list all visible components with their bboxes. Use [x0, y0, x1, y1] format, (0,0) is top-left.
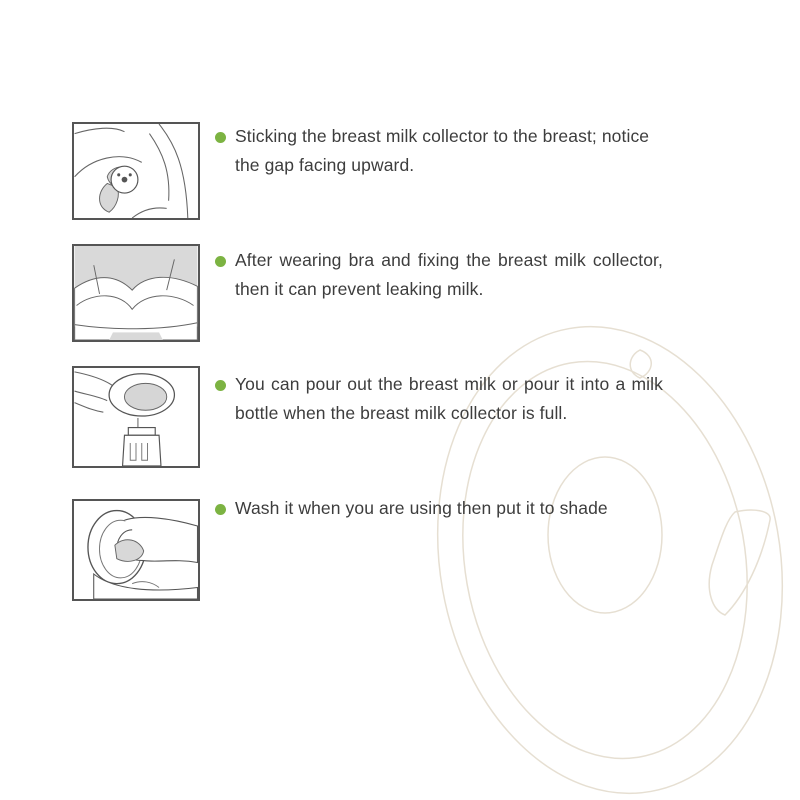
bullet-icon [215, 504, 226, 515]
bullet-icon [215, 380, 226, 391]
wearing-bra-illustration [72, 244, 200, 342]
bullet-icon [215, 132, 226, 143]
wash-collector-illustration [72, 499, 200, 601]
pour-milk-illustration [72, 366, 200, 468]
step-1-text: Sticking the breast milk collector to the breast; notice the gap facing upward. [235, 126, 650, 175]
step-4-text: Wash it when you are using then put it to shade [235, 498, 608, 518]
attach-collector-illustration [72, 122, 200, 220]
step-3-text: You can pour out the breast milk or pour it into a milk bottle when the breast milk collector is full. [235, 374, 663, 423]
bullet-icon [215, 256, 226, 267]
step-2-text: After wearing bra and fixing the breast milk collector, then it can prevent leaking milk. [235, 250, 663, 299]
